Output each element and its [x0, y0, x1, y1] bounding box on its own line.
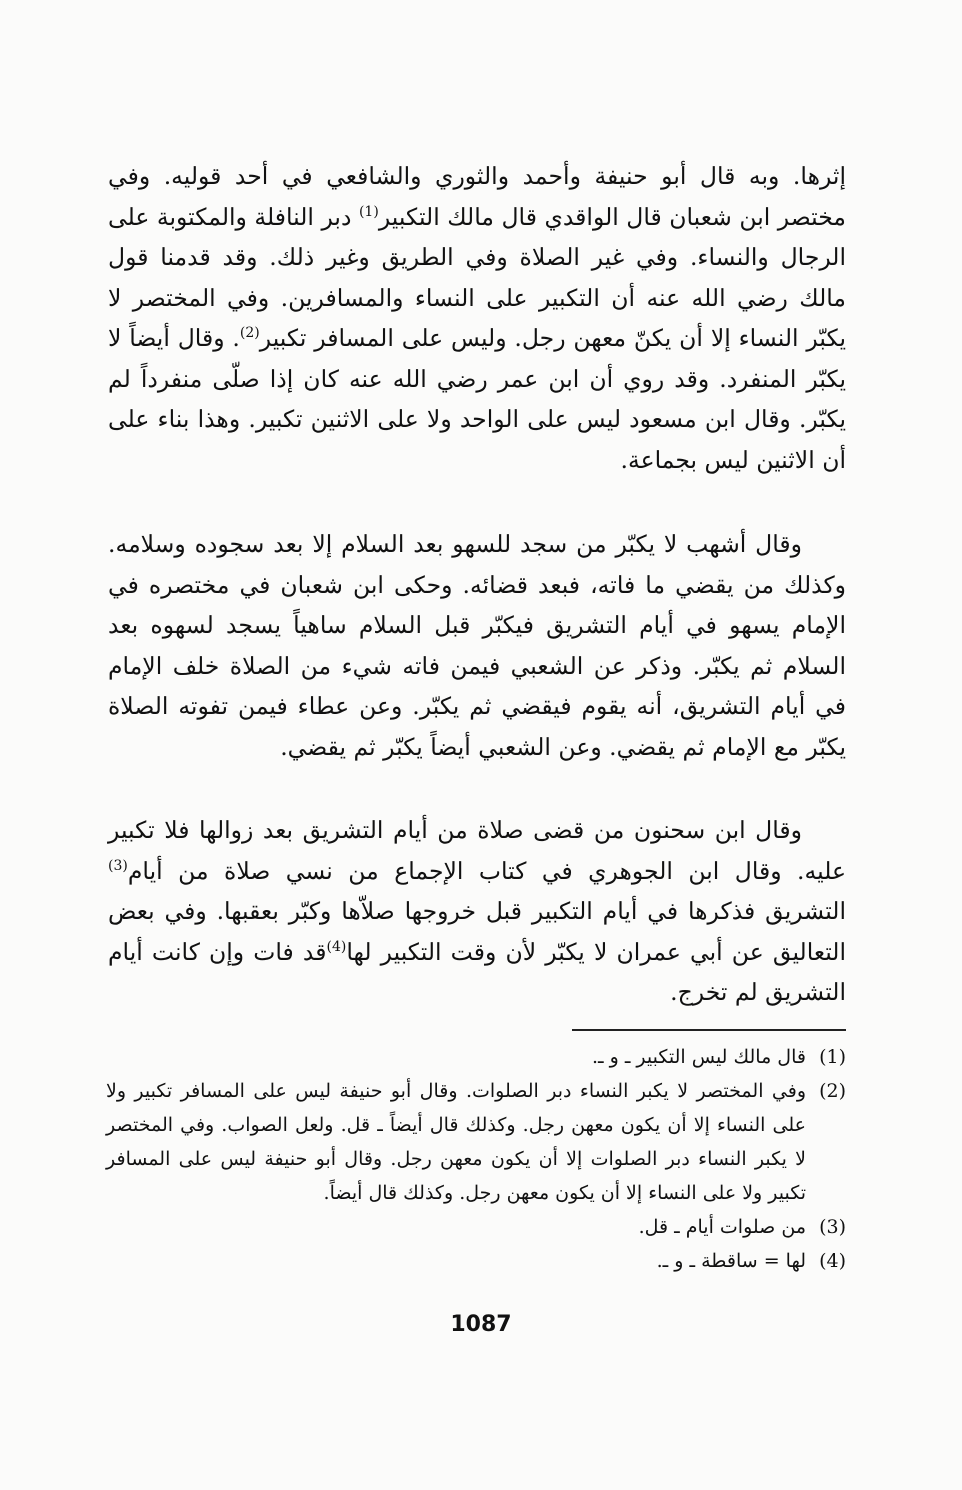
paragraph-3-text-b: التشريق فذكرها في أيام التكبير قبل خروجها صلاّها وكبّر بعقبها. وفي بعض التعاليق عن أبي عمران لا يكبّر لأن وقت التكبير لها — [108, 897, 846, 966]
body-paragraph-1 — [108, 156, 846, 480]
body-paragraph-3 — [108, 810, 846, 1013]
footnotes — [106, 1040, 846, 1278]
footnote-text: قال مالك ليس التكبير ـ و ـ. — [591, 1046, 806, 1068]
footnote-text: من صلوات أيام ـ قل. — [638, 1216, 806, 1238]
footnote-number: (2) — [819, 1080, 846, 1102]
footnote-text: وفي المختصر لا يكبر النساء دبر الصلوات. وقال أبو حنيفة ليس على المسافر تكبير ولا على النساء إلا أن يكون معهن رجل. وكذلك قال أيضاً ـ قل. ولعل الصواب. وفي المختصر لا يكبر النساء دبر الصلوات إلا أن يكون معهن رجل. وقال أبو حنيفة ليس على المسافر تكبير ولا على النساء إلا أن يكون معهن رجل. وكذلك قال أيضاً. — [106, 1080, 806, 1204]
paragraph-3-text-a: وقال ابن سحنون من قضى صلاة من أيام التشريق بعد زوالها فلا تكبير عليه. وقال ابن الجوهري في كتاب الإجماع من نسي صلاة من أيام — [108, 816, 846, 885]
footnote-text: لها = ساقطة ـ و ـ. — [656, 1250, 806, 1272]
footnote-1 — [106, 1040, 846, 1074]
footnote-number: (1) — [819, 1046, 846, 1068]
footnote-3 — [106, 1210, 846, 1244]
footnote-ref-4: (4) — [326, 938, 347, 955]
footnote-ref-1: (1) — [358, 203, 379, 220]
footnote-divider — [572, 1029, 846, 1031]
paragraph-1-text-b: دبر النافلة والمكتوبة على الرجال والنساء. وفي غير الصلاة وفي الطريق وغير ذلك. وقد قدمنا قول مالك رضي الله عنه أن التكبير على النساء والمسافرين. وفي المختصر لا يكبّر النساء إلا أن يكنّ معهن رجل. وليس على المسافر تكبير — [108, 202, 847, 352]
page-number: 1087 — [450, 1312, 512, 1337]
footnote-ref-3: (3) — [108, 857, 128, 874]
paragraph-3-text-c: قد فات وإن كانت أيام التشريق لم تخرج. — [108, 937, 846, 1006]
paragraph-1-text-c: . وقال أيضاً لا يكبّر المنفرد. وقد روي أن ابن عمر رضي الله عنه كان إذا صلّى منفرداً لم يكبّر. وقال ابن مسعود ليس على الواحد ولا على الاثنين تكبير. وهذا بناء على أن الاثنين ليس بجماعة. — [108, 324, 846, 474]
footnote-ref-2: (2) — [239, 325, 260, 342]
body-paragraph-2 — [108, 524, 846, 767]
footnote-2 — [106, 1074, 846, 1210]
footnote-number: (3) — [819, 1216, 846, 1238]
paragraph-2-text: وقال أشهب لا يكبّر من سجد للسهو بعد السلام إلا بعد سجوده وسلامه. وكذلك من يقضي ما فاته، فبعد قضائه. وحكى ابن شعبان في مختصره في الإمام يسهو في أيام التشريق فيكبّر قبل السلام ساهياً يسجد لسهوه بعد السلام ثم يكبّر. وذكر عن الشعبي فيمن فاته شيء من الصلاة خلف الإمام في أيام التشريق، أنه يقوم فيقضي ثم يكبّر. وعن عطاء فيمن تفوته الصلاة يكبّر مع الإمام ثم يقضي. وعن الشعبي أيضاً يكبّر ثم يقضي. — [108, 530, 846, 761]
paragraph-1-text-a: إثرها. وبه قال أبو حنيفة وأحمد والثوري والشافعي في أحد قوليه. وفي مختصر ابن شعبان قال الواقدي قال مالك التكبير — [108, 162, 846, 231]
footnote-4 — [106, 1244, 846, 1278]
footnote-number: (4) — [819, 1250, 846, 1272]
